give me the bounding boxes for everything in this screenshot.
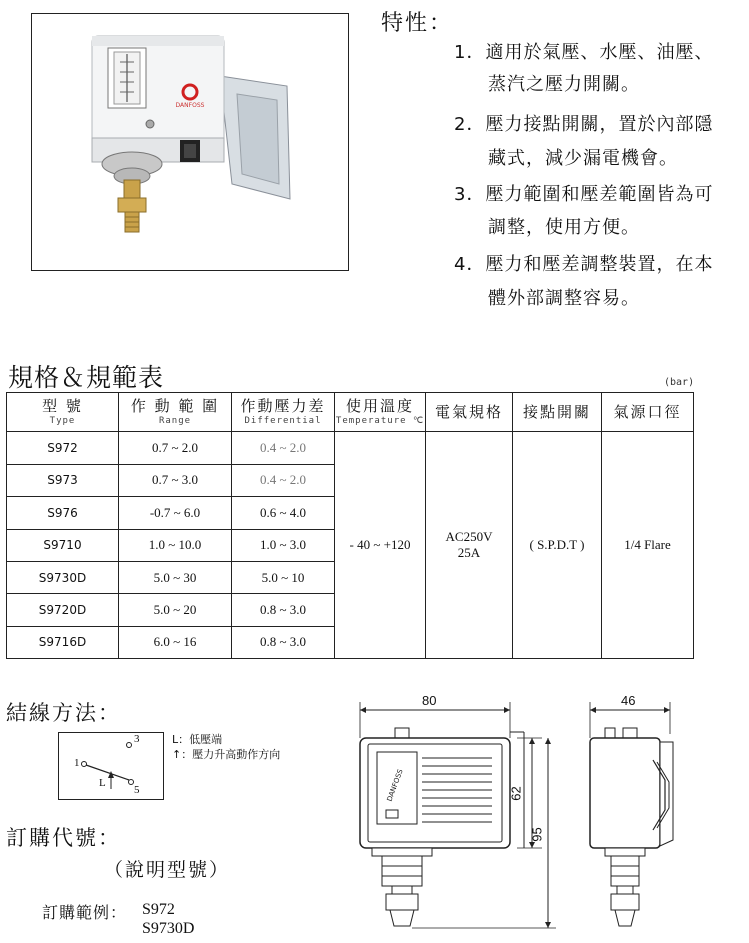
- electrical-current: 25A: [457, 545, 481, 561]
- feature-4-line-1: 4．壓力和壓差調整裝置，在本: [454, 254, 714, 275]
- features-title: 特性：: [381, 11, 454, 36]
- cell-range: 5.0 ~ 20: [119, 594, 232, 626]
- header-electrical: 電氣規格: [426, 393, 513, 432]
- order-note: （說明型號）: [104, 859, 231, 881]
- cell-range: 5.0 ~ 30: [119, 561, 232, 593]
- cell-diff: 0.4 ~ 2.0: [232, 464, 335, 496]
- cell-type: S9716D: [7, 626, 119, 658]
- order-title: 訂購代號：: [6, 826, 121, 850]
- header-port: 氣源口徑: [602, 393, 694, 432]
- cell-type: S9730D: [7, 561, 119, 593]
- terminal-1-label: 1: [74, 757, 80, 769]
- header-type: 型 號 Type: [7, 393, 119, 432]
- terminal-l-label: L: [99, 777, 106, 789]
- cell-diff: 0.8 ~ 3.0: [232, 594, 335, 626]
- drawing-label-text: DANFOSS: [385, 768, 405, 803]
- spec-table: [6, 392, 694, 659]
- electrical-voltage: AC250V: [445, 529, 493, 545]
- cell-diff: 0.4 ~ 2.0: [232, 432, 335, 464]
- header-differential: 作動壓力差 Differential: [232, 393, 335, 432]
- order-example-label: 訂購範例：: [42, 903, 128, 922]
- table-row: [7, 432, 694, 464]
- cell-type: S976: [7, 497, 119, 529]
- order-example-1: S972: [142, 901, 175, 918]
- product-photo: [31, 13, 349, 271]
- dim-width-side: 46: [621, 693, 636, 708]
- spec-unit: (bar): [664, 377, 695, 388]
- front-view-drawing: [352, 690, 557, 935]
- feature-4-line-2: 體外部調整容易。: [488, 288, 640, 309]
- cell-type: S972: [7, 432, 119, 464]
- cell-contact: ( S.P.D.T ): [513, 432, 602, 659]
- order-example-2: S9730D: [142, 920, 195, 937]
- front-dimension-drawing: [352, 690, 557, 935]
- spec-title: 規格＆規範表: [8, 363, 165, 392]
- header-temperature: 使用溫度 Temperature ℃: [335, 393, 426, 432]
- feature-1-line-2: 蒸汽之壓力開關。: [488, 74, 640, 95]
- cell-diff: 5.0 ~ 10: [232, 561, 335, 593]
- cell-range: 1.0 ~ 10.0: [119, 529, 232, 561]
- header-range: 作 動 範 圍 Range: [119, 393, 232, 432]
- wiring-title: 結線方法：: [6, 701, 121, 725]
- feature-2-line-1: 2．壓力接點開關，置於內部隱: [454, 114, 714, 135]
- cell-diff: 1.0 ~ 3.0: [232, 529, 335, 561]
- feature-3-line-1: 3．壓力範圍和壓差範圍皆為可: [454, 184, 714, 205]
- feature-3-line-2: 調整，使用方便。: [488, 217, 640, 238]
- legend-low-pressure: L：低壓端: [172, 733, 223, 746]
- dim-height-total: 95: [529, 827, 545, 842]
- cell-type: S973: [7, 464, 119, 496]
- dim-height-body: 62: [508, 786, 524, 801]
- side-dimension-drawing: [585, 690, 680, 935]
- feature-1-line-1: 1．適用於氣壓、水壓、油壓、: [454, 42, 714, 63]
- cell-diff: 0.6 ~ 4.0: [232, 497, 335, 529]
- brand-logo: DANFOSS: [175, 102, 205, 109]
- cell-range: 6.0 ~ 16: [119, 626, 232, 658]
- wiring-diagram: [58, 732, 164, 800]
- dim-width-front: 80: [422, 693, 437, 708]
- feature-2-line-2: 藏式，減少漏電機會。: [488, 148, 678, 169]
- cell-port: 1/4 Flare: [602, 432, 694, 659]
- header-contact: 接點開關: [513, 393, 602, 432]
- terminal-5-label: 5: [134, 784, 140, 796]
- cell-type: S9710: [7, 529, 119, 561]
- cell-range: 0.7 ~ 2.0: [119, 432, 232, 464]
- cell-type: S9720D: [7, 594, 119, 626]
- cell-temperature: - 40 ~ +120: [335, 432, 426, 659]
- table-header-row: [7, 393, 694, 432]
- pressure-switch-photo: [32, 14, 348, 270]
- terminal-3-label: 3: [134, 733, 140, 745]
- cell-range: 0.7 ~ 3.0: [119, 464, 232, 496]
- cell-diff: 0.8 ~ 3.0: [232, 626, 335, 658]
- cell-range: -0.7 ~ 6.0: [119, 497, 232, 529]
- legend-arrow: ↑：壓力升高動作方向: [172, 748, 281, 761]
- cell-electrical: [426, 432, 513, 659]
- side-view-drawing: [585, 690, 680, 935]
